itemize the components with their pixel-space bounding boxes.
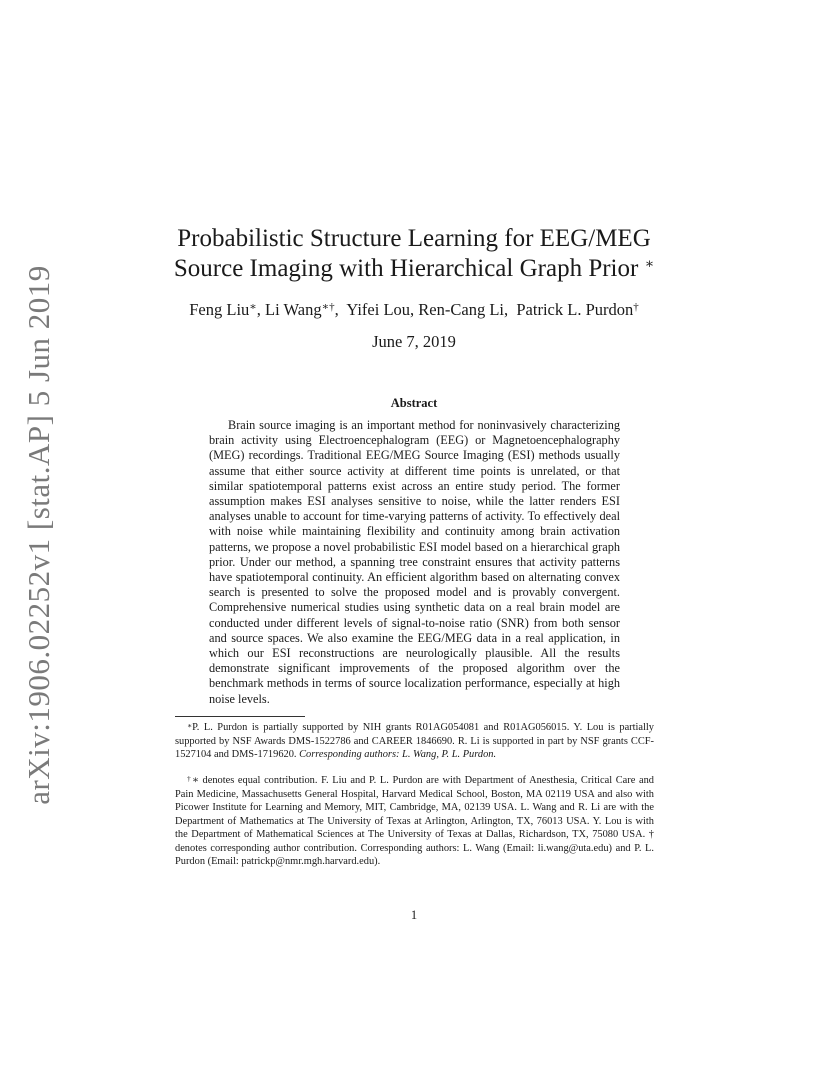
footnote-text: P. L. Purdon is partially supported by NIH grants R01AG054081 and R01AG056015. Y. Lou is partially supported by NSF Awards DMS-1522786 and CAREER 1846690. R. Li is supported in part by NSF grants CCF-1527104 and DMS-1719620.	[175, 722, 654, 760]
arxiv-identifier-stamp	[18, 265, 60, 805]
author-mark: ∗	[249, 301, 257, 313]
page-number: 1	[410, 908, 418, 922]
author-name: Ren-Cang Li	[418, 300, 504, 319]
author-list: Feng Liu∗, Li Wang∗†, Yifei Lou, Ren-Cang Li, Patrick L. Purdon†	[189, 300, 639, 319]
footnote-divider	[175, 716, 305, 717]
abstract-body: Brain source imaging is an important method for noninvasively characterizing brain activity using Electroencephalogram (EEG) or Magnetoencephalography (MEG) recordings. Traditional EEG/MEG Source Imaging (ESI) methods usually assume that either source activity at different time points is unrelated, or that similar spatiotemporal patterns exist across an entire study period. The former assumption makes ESI analyses sensitive to noise, while the latter renders ESI analyses unable to account for time-varying patterns of activity. To effectively deal with noise while maintaining flexibility and continuity among brain activation patterns, we propose a novel probabilistic ESI model based on a hierarchical graph prior. Under our method, a spanning tree constraint ensures that activity patterns have spatiotemporal continuity. An efficient algorithm based on alternating convex search is presented to solve the proposed model and is provably convergent. Comprehensive numerical studies using synthetic data on a real brain model are conducted under different levels of signal-to-noise ratio (SNR) from both sensor and source spaces. We also examine the EEG/MEG data in a real application, in which our ESI reconstructions are neurologically plausible. All the results demonstrate significant improvements of the proposed algorithm over the benchmark methods in terms of source localization performance, especially at high noise levels.	[209, 418, 620, 706]
footnote-emphasis: Corresponding authors: L. Wang, P. L. Purdon.	[299, 749, 497, 760]
footnote-mark: †	[187, 774, 192, 783]
author-mark: †	[633, 301, 639, 313]
author-name: Yifei Lou	[346, 300, 411, 319]
abstract-heading: Abstract	[390, 396, 438, 410]
author-name: Patrick L. Purdon	[516, 300, 634, 319]
arxiv-identifier-text: arXiv:1906.02252v1 [stat.AP] 5 Jun 2019	[21, 265, 56, 805]
paper-title	[100, 224, 728, 284]
publication-date: June 7, 2019	[372, 332, 456, 351]
author-name: Feng Liu	[189, 300, 250, 319]
footnote-mark: ∗	[187, 721, 193, 730]
author-mark: ∗†	[321, 301, 335, 313]
footnote-funding	[175, 721, 654, 762]
author-name: Li Wang	[265, 300, 322, 319]
footnote-text: ∗ denotes equal contribution. F. Liu and P. L. Purdon are with Department of Anesthesia, Critical Care and Pain Medicine, Massachusetts General Hospital, Harvard Medical School, Boston, MA 02119 USA and also with Picower Institute for Learning and Memory, MIT, Cambridge, MA, 02139 USA. L. Wang and R. Li are with the Department of Mathematics at The University of Texas at Arlington, Arlington, TX, 76013 USA. Y. Lou is with the Department of Mathematical Sciences at The University of Texas at Dallas, Richardson, TX, 75080 USA. † denotes corresponding author contribution. Corresponding authors: L. Wang (Email: li.wang@uta.edu) and P. L. Purdon (Email: patrickp@nmr.mgh.harvard.edu).	[175, 775, 654, 867]
paper-title-line1: Probabilistic Structure Learning for EEG/MEG	[177, 225, 651, 252]
paper-title-line2: Source Imaging with Hierarchical Graph Prior	[173, 255, 639, 282]
title-footnote-mark: ∗	[644, 257, 655, 272]
footnote-affiliations	[175, 774, 654, 869]
